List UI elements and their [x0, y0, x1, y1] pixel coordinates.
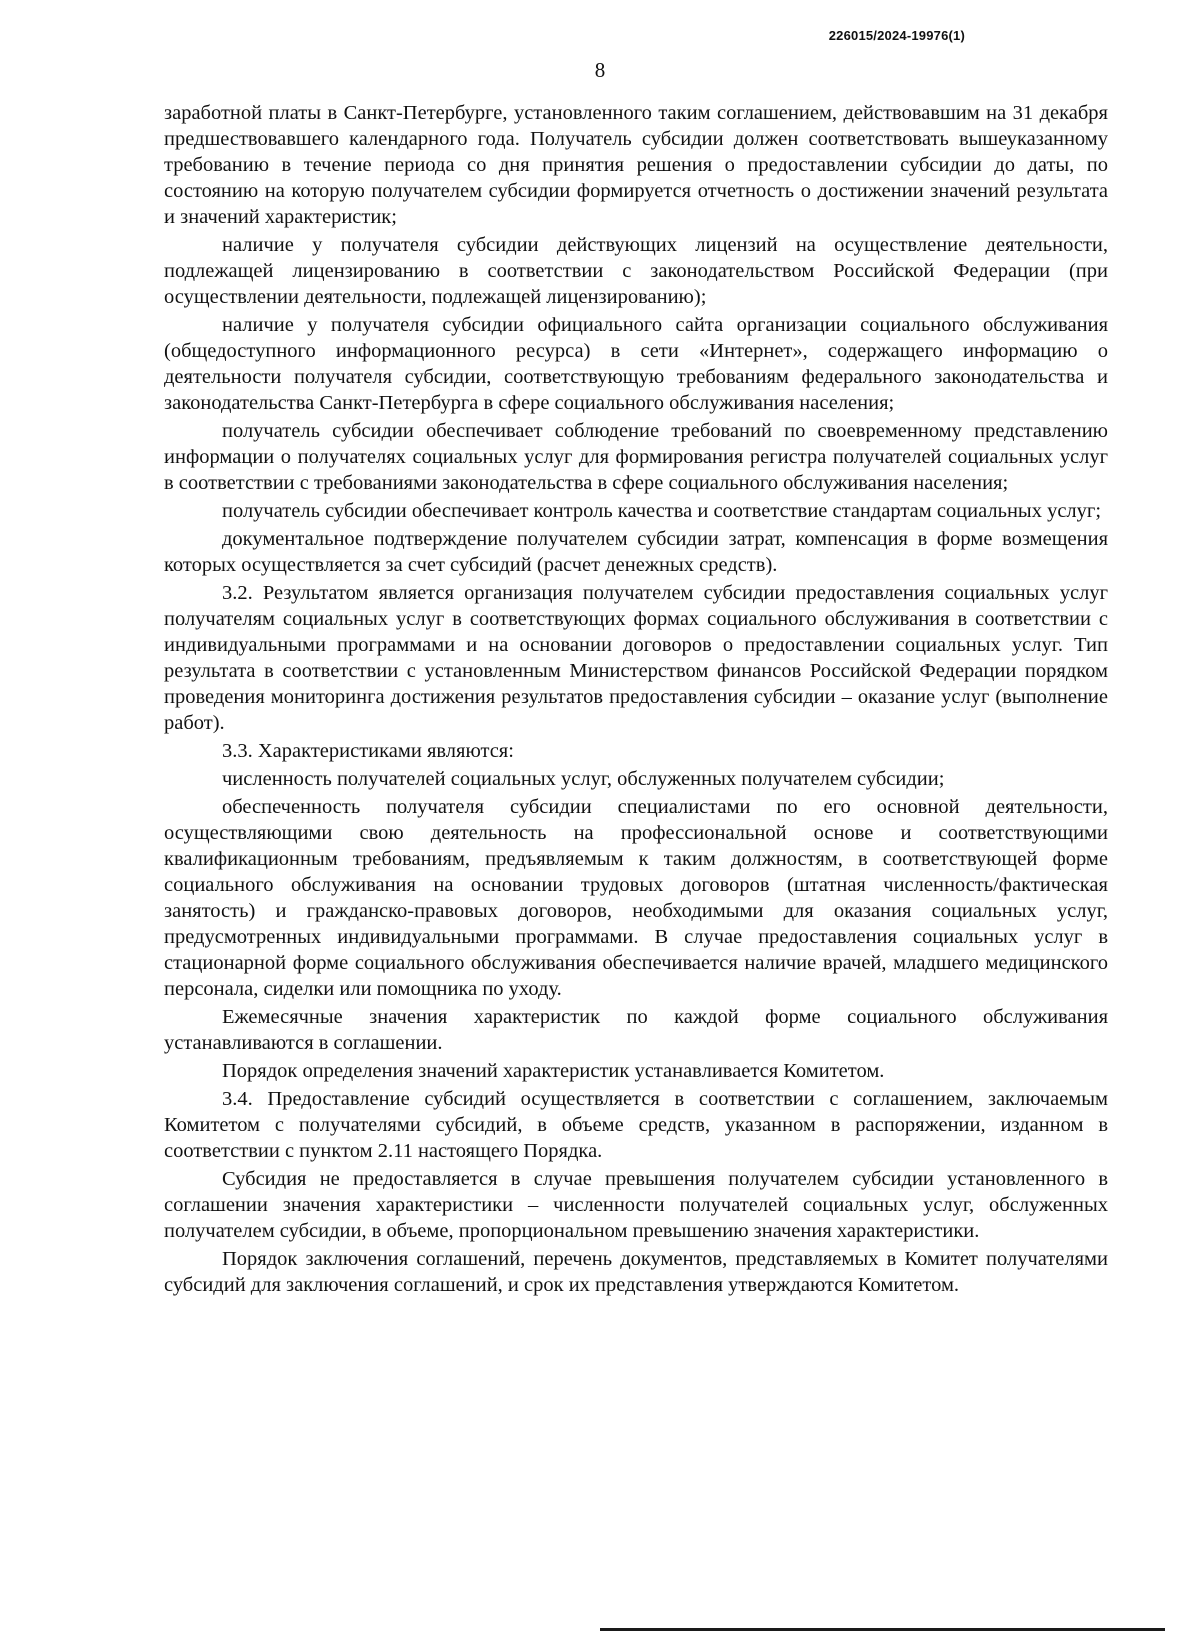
document-body [164, 100, 1108, 1300]
paragraph: Ежемесячные значения характеристик по каждой форме социального обслуживания устанавливаются в соглашении. [164, 1006, 1108, 1054]
page-number: 8 [594, 58, 606, 82]
paragraph: обеспеченность получателя субсидии специалистами по его основной деятельности, осуществляющими свою деятельность на профессиональной основе и соответствующими квалификационным требованиям, предъявляемым к таким должностям, в соответствующей форме социального обслуживания на основании трудовых договоров (штатная численность/фактическая занятость) и гражданско-правовых договоров, необходимыми для оказания социальных услуг, предусмотренных индивидуальными программами. В случае предоставления социальных услуг в стационарной форме социального обслуживания обеспечивается наличие врачей, младшего медицинского персонала, сиделки или помощника по уходу. [164, 796, 1108, 1000]
paragraph: 3.2. Результатом является организация получателем субсидии предоставления социальных услуг получателям социальных услуг в соответствующих формах социального обслуживания в соответствии с индивидуальными программами и на основании договоров о предоставлении социальных услуг. Тип результата в соответствии с установленным Министерством финансов Российской Федерации порядком проведения мониторинга достижения результатов предоставления субсидии – оказание услуг (выполнение работ). [164, 582, 1108, 734]
paragraph: 3.3. Характеристиками являются: [222, 740, 514, 762]
paragraph: наличие у получателя субсидии официального сайта организации социального обслуживания (общедоступного информационного ресурса) в сети «Интернет», содержащего информацию о деятельности получателя субсидии, соответствующую требованиям федерального законодательства и законодательства Санкт-Петербурга в сфере социального обслуживания населения; [164, 314, 1108, 414]
document-number: 226015/2024-19976(1) [828, 28, 965, 43]
paragraph: Субсидия не предоставляется в случае превышения получателем субсидии установленного в соглашении значения характеристики – численности получателей социальных услуг, обслуженных получателем субсидии, в объеме, пропорциональном превышению значения характеристики. [164, 1168, 1108, 1242]
paragraph: документальное подтверждение получателем субсидии затрат, компенсация в форме возмещения которых осуществляется за счет субсидий (расчет денежных средств). [164, 528, 1108, 576]
paragraph: наличие у получателя субсидии действующих лицензий на осуществление деятельности, подлежащей лицензированию в соответствии с законодательством Российской Федерации (при осуществлении деятельности, подлежащей лицензированию); [164, 234, 1108, 308]
paragraph: Порядок определения значений характеристик устанавливается Комитетом. [222, 1060, 885, 1082]
paragraph: численность получателей социальных услуг, обслуженных получателем субсидии; [222, 768, 945, 790]
paragraph: получатель субсидии обеспечивает соблюдение требований по своевременному представлению информации о получателях социальных услуг для формирования регистра получателей социальных услуг в соответствии с требованиями законодательства в сфере социального обслуживания населения; [164, 420, 1108, 494]
paragraph: Порядок заключения соглашений, перечень документов, представляемых в Комитет получателями субсидий для заключения соглашений, и срок их представления утверждаются Комитетом. [164, 1248, 1108, 1296]
paragraph: заработной платы в Санкт-Петербурге, установленного таким соглашением, действовавшим на 31 декабря предшествовавшего календарного года. Получатель субсидии должен соответствовать вышеуказанному требованию в течение периода со дня принятия решения о предоставлении субсидии до даты, по состоянию на которую получателем субсидии формируется отчетность о достижении значений результата и значений характеристик; [164, 102, 1108, 228]
scan-edge-line [600, 1628, 1165, 1631]
paragraph: получатель субсидии обеспечивает контроль качества и соответствие стандартам социальных услуг; [222, 500, 1102, 522]
paragraph: 3.4. Предоставление субсидий осуществляется в соответствии с соглашением, заключаемым Комитетом с получателями субсидий, в объеме средств, указанном в распоряжении, изданном в соответствии с пунктом 2.11 настоящего Порядка. [164, 1088, 1108, 1162]
